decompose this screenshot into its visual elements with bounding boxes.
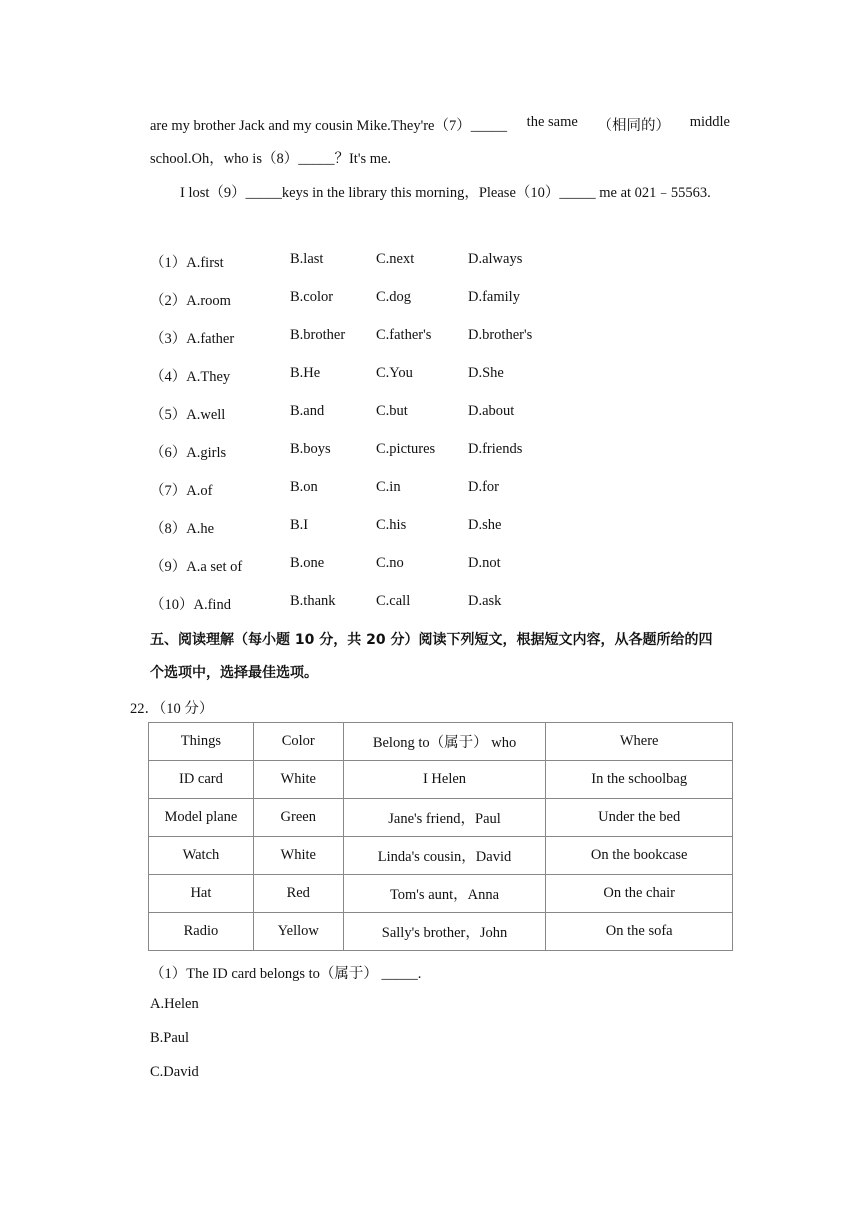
header-cell: Where	[546, 723, 733, 761]
table-cell: Radio	[149, 913, 254, 951]
option-d: D.She	[468, 365, 504, 381]
passage-line-1-part-3: （相同的）	[597, 118, 671, 134]
option-a: （8）A.he	[150, 521, 215, 537]
option-b: B.I	[290, 517, 309, 533]
table-cell: Tom's aunt，Anna	[343, 875, 546, 913]
table-row	[149, 913, 733, 951]
table-cell: On the sofa	[546, 913, 733, 951]
option-row-8	[150, 517, 600, 537]
option-c: C.call	[376, 593, 411, 609]
option-c: C.pictures	[376, 441, 436, 457]
option-row-2	[150, 289, 600, 309]
option-d: D.always	[468, 251, 523, 267]
option-a: （5）A.well	[150, 407, 226, 423]
option-c: C.in	[376, 479, 401, 495]
table-cell: Jane's friend，Paul	[343, 799, 546, 837]
option-a: （3）A.father	[150, 331, 235, 347]
option-row-9	[150, 555, 600, 575]
sub-question-1: （1）The ID card belongs to（属于） _____.	[150, 966, 422, 982]
option-row-3	[150, 327, 600, 347]
table-cell: Watch	[149, 837, 254, 875]
passage-line-2: school.Oh，who is（8）_____？It's me.	[150, 151, 392, 167]
table-cell: ID card	[149, 761, 254, 799]
option-c: C.father's	[376, 327, 432, 343]
option-d: D.brother's	[468, 327, 533, 343]
table-row	[149, 837, 733, 875]
option-b: B.brother	[290, 327, 346, 343]
header-cell: Color	[253, 723, 343, 761]
choice-b: B.Paul	[150, 1030, 190, 1046]
option-d: D.not	[468, 555, 501, 571]
table-row	[149, 761, 733, 799]
passage-line-1	[150, 114, 730, 135]
option-row-4	[150, 365, 600, 385]
option-a: （7）A.of	[150, 483, 213, 499]
table-cell: Yellow	[253, 913, 343, 951]
table-cell: Red	[253, 875, 343, 913]
table-row	[149, 799, 733, 837]
option-d: D.about	[468, 403, 515, 419]
section-heading-line-1: 五、阅读理解（每小题 10 分，共 20 分）阅读下列短文，根据短文内容，从各题所给的四	[150, 632, 713, 648]
option-row-1	[150, 251, 600, 271]
table-row	[149, 875, 733, 913]
option-a: （2）A.room	[150, 293, 231, 309]
option-d: D.for	[468, 479, 500, 495]
option-b: B.on	[290, 479, 318, 495]
passage-line-1-part-4: middle	[689, 114, 730, 130]
section-heading-line-2: 个选项中，选择最佳选项。	[150, 665, 318, 681]
choice-a: A.Helen	[150, 996, 199, 1012]
option-a: （6）A.girls	[150, 445, 227, 461]
question-number: 22．（10 分）	[130, 701, 214, 717]
option-row-7	[150, 479, 600, 499]
table-cell: White	[253, 761, 343, 799]
option-b: B.boys	[290, 441, 331, 457]
option-d: D.she	[468, 517, 502, 533]
table-cell: I Helen	[343, 761, 546, 799]
info-table	[148, 722, 733, 951]
table-cell: In the schoolbag	[546, 761, 733, 799]
option-d: D.friends	[468, 441, 523, 457]
table-cell: Model plane	[149, 799, 254, 837]
option-c: C.You	[376, 365, 413, 381]
option-b: B.last	[290, 251, 324, 267]
option-a: （1）A.first	[150, 255, 224, 271]
option-b: B.and	[290, 403, 325, 419]
table-cell: Under the bed	[546, 799, 733, 837]
header-cell: Things	[149, 723, 254, 761]
passage-line-1-part-2: the same	[526, 114, 578, 130]
table-cell: Hat	[149, 875, 254, 913]
option-c: C.no	[376, 555, 404, 571]
table-cell: Linda's cousin，David	[343, 837, 546, 875]
table-header-row	[149, 723, 733, 761]
option-c: C.next	[376, 251, 415, 267]
option-a: （9）A.a set of	[150, 559, 243, 575]
table-cell: On the bookcase	[546, 837, 733, 875]
option-b: B.He	[290, 365, 321, 381]
option-a: （4）A.They	[150, 369, 231, 385]
table-cell: On the chair	[546, 875, 733, 913]
passage-line-3: I lost（9）_____keys in the library this morning，Please（10）_____ me at 021﹣55563.	[180, 185, 711, 201]
passage-line-1-part-1: are my brother Jack and my cousin Mike.They're（7）_____	[150, 118, 507, 134]
option-c: C.his	[376, 517, 407, 533]
header-cell: Belong to（属于） who	[343, 723, 546, 761]
option-a: （10）A.find	[150, 597, 231, 613]
option-b: B.thank	[290, 593, 336, 609]
option-d: D.ask	[468, 593, 502, 609]
option-c: C.but	[376, 403, 408, 419]
table-cell: White	[253, 837, 343, 875]
option-c: C.dog	[376, 289, 412, 305]
option-row-10	[150, 593, 600, 613]
option-row-6	[150, 441, 600, 461]
option-d: D.family	[468, 289, 520, 305]
option-b: B.color	[290, 289, 334, 305]
choice-c: C.David	[150, 1064, 199, 1080]
option-row-5	[150, 403, 600, 423]
option-b: B.one	[290, 555, 325, 571]
table-cell: Green	[253, 799, 343, 837]
table-cell: Sally's brother，John	[343, 913, 546, 951]
